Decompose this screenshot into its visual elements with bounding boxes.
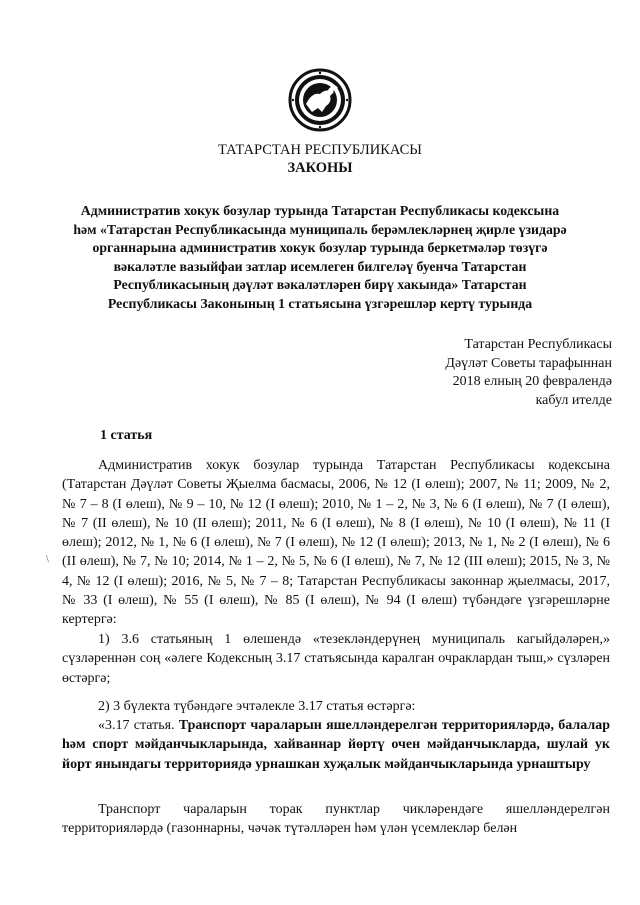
- article-3-17-title: Транспорт чараларын яшелләндерелгән территорияләрдә, балалар һәм спорт мәйданчыкларында, хайваннар йөртү очен мәйданчыкларда, шулай ук йорт янындагы территориядә урнашкан хуҗалык мәйданчыкларында урнаштыру: [62, 718, 610, 772]
- amendment-item-1: 1) 3.6 статьяның 1 өлешендә «тезекләндерүнең муниципаль кагыйдәләрен,» сүзләреннән соң «әлеге Кодексның 3.17 статьясында каралган очраклардан тыш,» сүзләрен өстәргә;: [62, 632, 610, 686]
- intro-paragraph: Административ хокук бозулар турында Татарстан Республикасы кодексына (Татарстан Дәүләт Советы Җыелма басмасы, 2006, № 12 (I өлеш); 2007, № 11; 2009, № 2, № 7 – 8 (I өлеш), № 9 – 10, № 12 (I өлеш); 2010, № 1 – 2, № 3, № 6 (I өлеш), № 7 (I өлеш), № 7 (II өлеш), № 10 (II өлеш); 2011, № 6 (I өлеш), № 8 (I өлеш), № 10 (I өлеш), № 11 (I өлеш); 2012, № 1, № 6 (I өлеш), № 7 (I өлеш), № 12 (I өлеш); 2013, № 1, № 2 (I өлеш), № 6 (II өлеш), № 7, № 10; 2014, № 1 – 2, № 5, № 6 (I өлеш), № 7, № 12 (III өлеш); 2015, № 3, № 4, № 12 (I өлеш); 2016, № 5, № 7 – 8; Татарстан Республикасы законнар җыелмасы, 2017, № 33 (I өлеш), № 55 (I өлеш), № 85 (I өлеш), № 94 (I өлеш) түбәндәге үзгәрешләрне кертергә:: [62, 458, 610, 628]
- law-title: Административ хокук бозулар турында Татарстан Республикасы кодексына һәм «Татарстан Республикасында муниципаль берәмлекләрнең җирле үзидарә органнарына административ хокук бозулар турында беркетмәләр төзүгә вәкаләтле вазыйфаи затлар исемлеген билгеләү буенча Татарстан Республикасының дәүләт вәкаләтләрен бирү хакында» Татарстан Республикасы Законының 1 статьясына үзгәрешләр кертү турында: [73, 203, 567, 311]
- adoption-line: 2018 елның 20 февралендә: [452, 374, 612, 389]
- adoption-block: [445, 336, 612, 410]
- document-header-line1: ТАТАРСТАН РЕСПУБЛИКАСЫ: [218, 142, 422, 158]
- margin-mark: \: [46, 554, 49, 565]
- body-paragraph: Транспорт чараларын торак пунктлар чикләрендәге яшелләндерелгән территорияләрдә (газоннарны, чәчәк түтәлләрен һәм үлән үсемлекләр белән: [62, 802, 610, 837]
- adoption-line: Татарстан Республикасы: [464, 337, 612, 352]
- article-heading: 1 статья: [100, 428, 153, 443]
- article-3-17-label: «3.17 статья.: [98, 718, 175, 733]
- amendment-item-2: 2) 3 бүлекта түбәндәге эчтәлекле 3.17 статья өстәргә:: [98, 699, 416, 714]
- document-header-law: ЗАКОНЫ: [287, 160, 353, 176]
- tatarstan-emblem-icon: [288, 68, 352, 132]
- adoption-line: Дәүләт Советы тарафыннан: [445, 355, 612, 371]
- article-3-17-heading: [62, 716, 610, 774]
- adoption-line: кабул ителде: [535, 392, 612, 408]
